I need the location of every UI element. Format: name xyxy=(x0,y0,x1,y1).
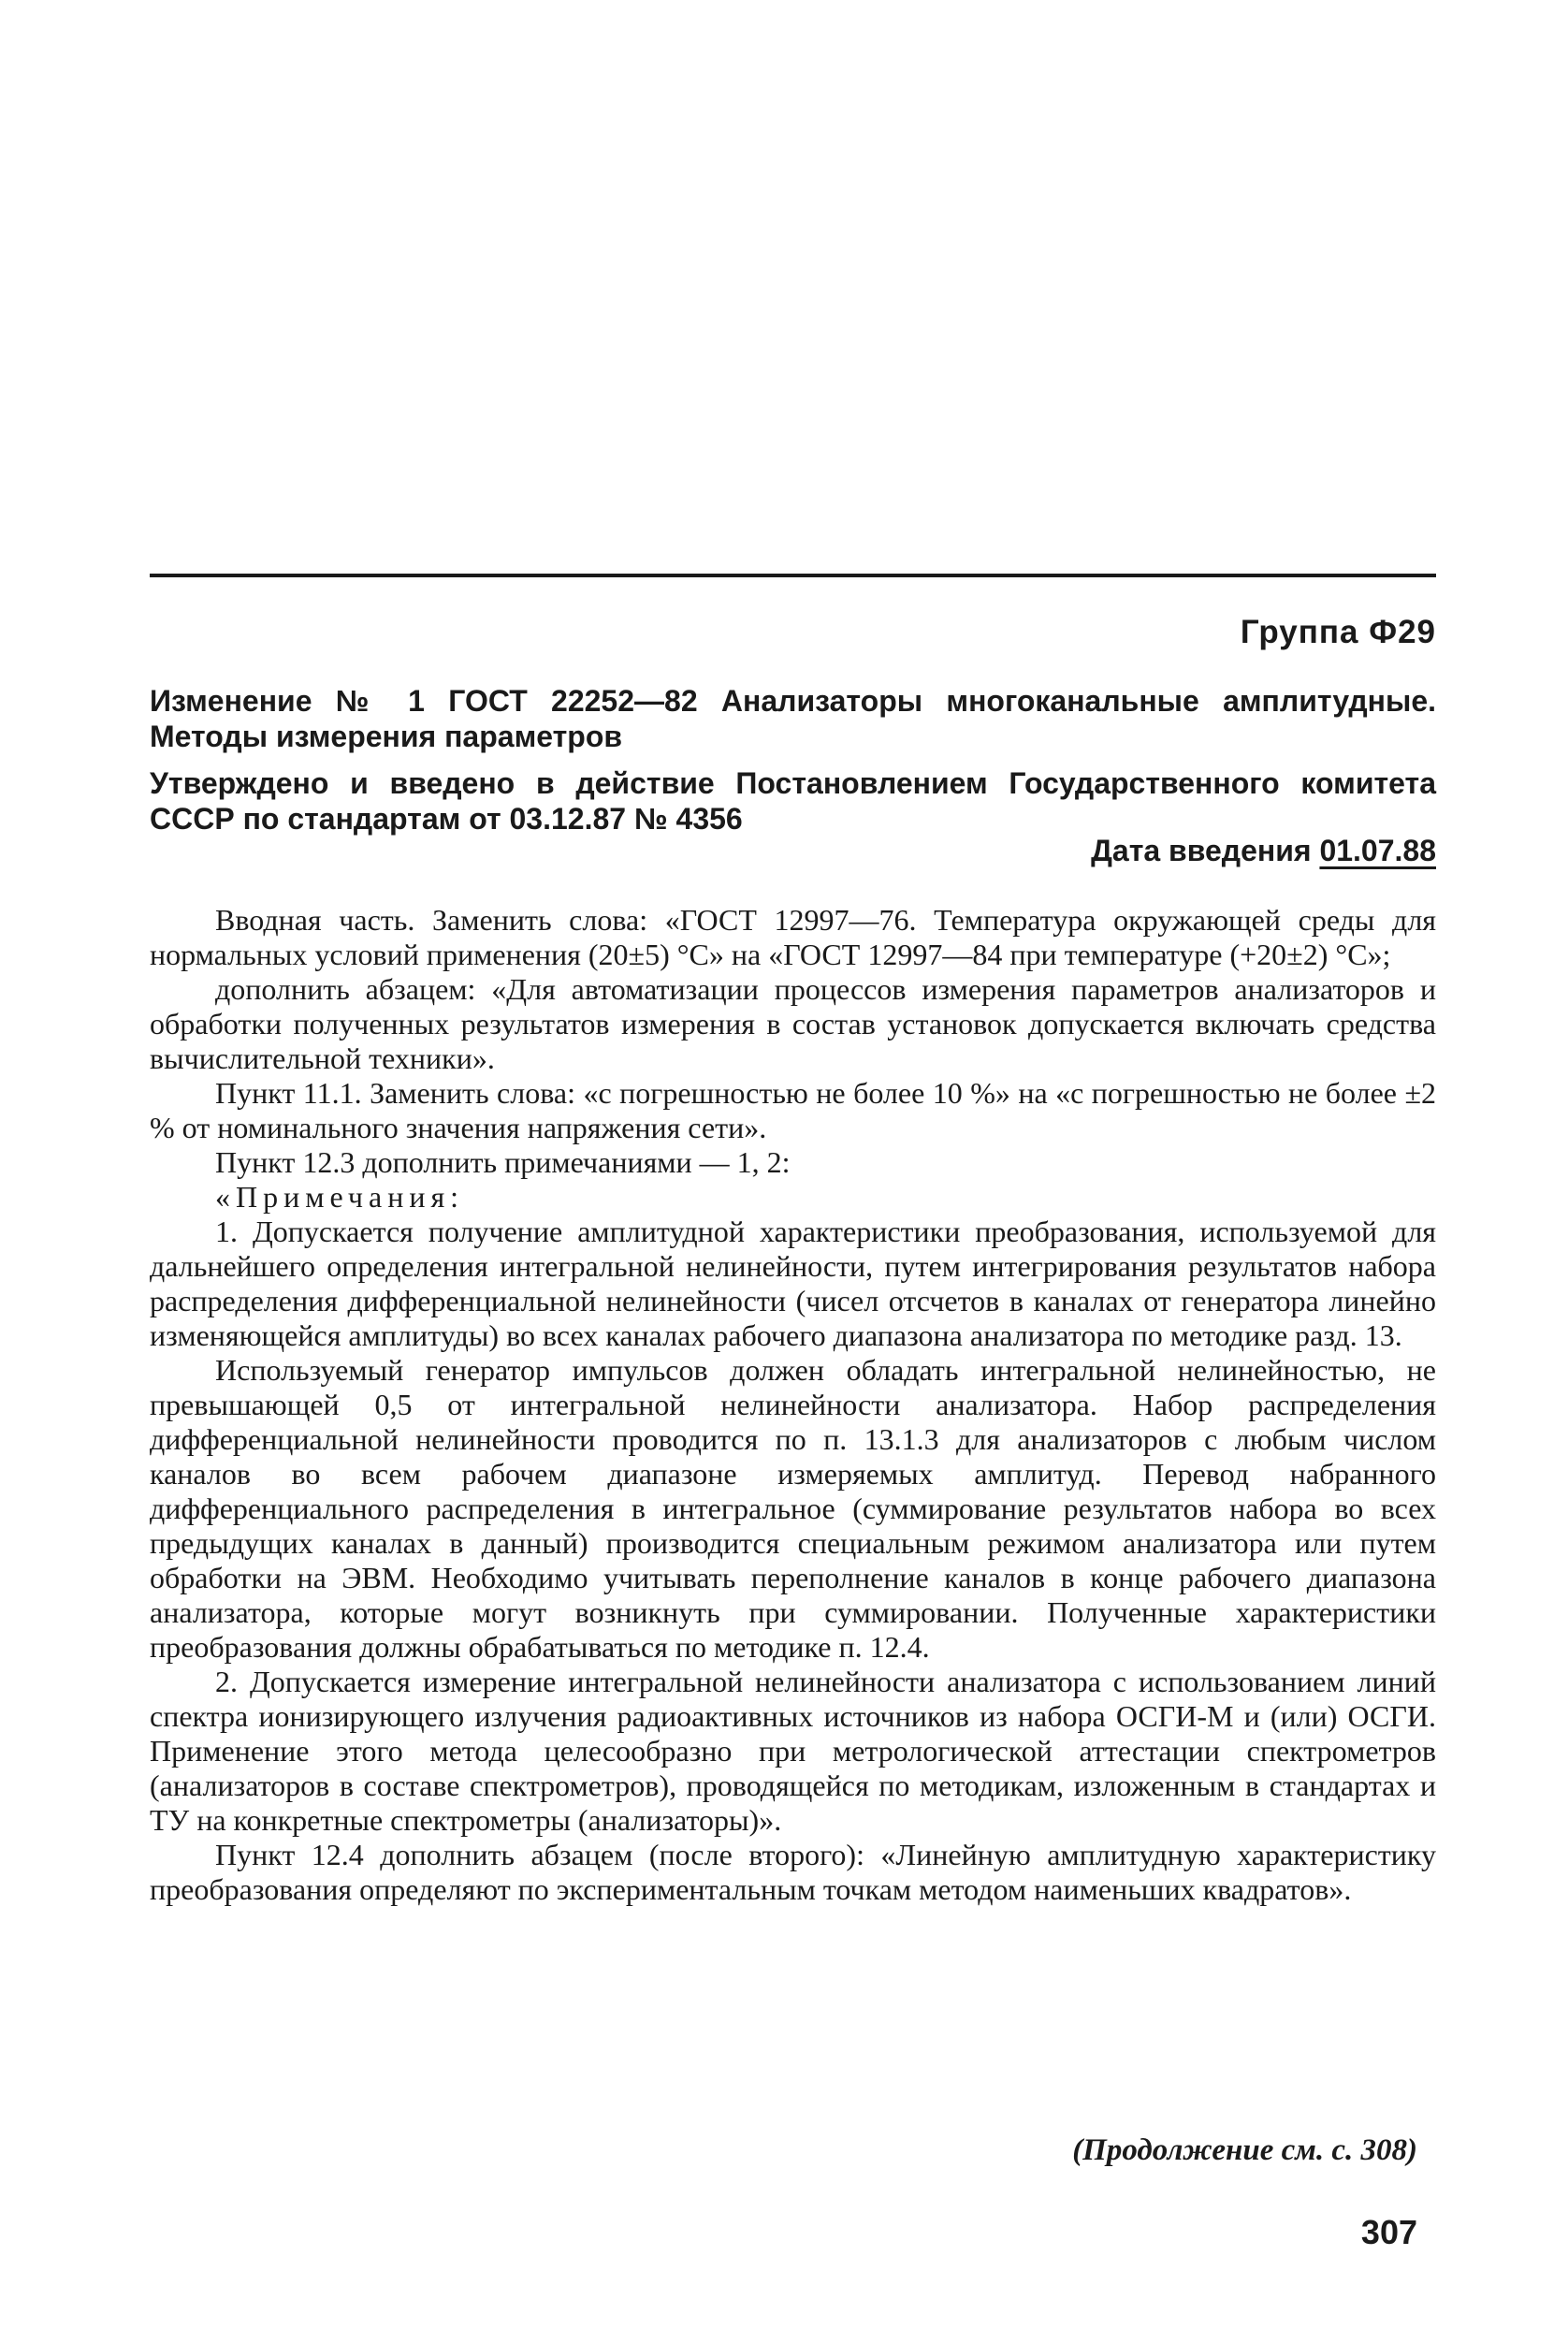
continuation-note: (Продолжение см. с. 308) xyxy=(1072,2133,1417,2167)
group-label: Группа Ф29 xyxy=(1240,614,1436,650)
paragraph-clause-12-4: Пункт 12.4 дополнить абзацем (после второго): «Линейную амплитудную характеристику преобразования определяют по экспериментальным точкам методом наименьших квадратов». xyxy=(150,1838,1436,1906)
note-2: 2. Допускается измерение интегральной нелинейности анализатора с использованием линий спектра ионизирующего излучения радиоактивных источников из набора ОСГИ-М и (или) ОСГИ. Применение этого метода целесообразно при метрологической аттестации спектрометров (анализаторов в составе спектрометров), проводящейся по методикам, изложенным в стандартах и ТУ на конкретные спектрометры (анализаторы)». xyxy=(150,1665,1436,1837)
note-1: 1. Допускается получение амплитудной характеристики преобразования, используемой для дальнейшего определения интегральной нелинейности, путем интегрирования результатов набора распределения дифференциальной нелинейности (чисел отсчетов в каналах от генератора линейно изменяющейся амплитуды) во всех каналах рабочего диапазона анализатора по методике разд. 13. xyxy=(150,1215,1436,1352)
top-rule xyxy=(150,574,1436,577)
intro-date xyxy=(1091,833,1436,868)
approval-statement: Утверждено и введено в действие Постановлением Государственного комитета СССР по стандартам от 03.12.87 № 4356 xyxy=(150,766,1436,836)
paragraph-intro: Вводная часть. Заменить слова: «ГОСТ 12997—76. Температура окружающей среды для нормальных условий применения (20±5) °С» на «ГОСТ 12997—84 при температуре (+20±2) °С»; xyxy=(150,903,1436,971)
intro-date-label: Дата введения xyxy=(1091,834,1320,867)
notes-heading: «Примечания: xyxy=(215,1180,465,1214)
paragraph-clause-12-3: Пункт 12.3 дополнить примечаниями — 1, 2: xyxy=(215,1145,791,1179)
paragraph-addition: дополнить абзацем: «Для автоматизации процессов измерения параметров анализаторов и обработки полученных результатов измерения в состав установок допускается включать средства вычислительной техники». xyxy=(150,972,1436,1075)
note-1-generator: Используемый генератор импульсов должен обладать интегральной нелинейностью, не превышающей 0,5 от интегральной нелинейности анализатора. Набор распределения дифференциальной нелинейности проводится по п. 13.1.3 для анализаторов с любым числом каналов во всем рабочем диапазоне измеряемых амплитуд. Перевод набранного дифференциального распределения в интегральное (суммирование результатов набора во всех предыдущих каналах в данный) производится специальным режимом анализатора или путем обработки на ЭВМ. Необходимо учитывать переполнение каналов в конце рабочего диапазона анализатора, которые могут возникнуть при суммировании. Полученные характеристики преобразования должны обрабатываться по методике п. 12.4. xyxy=(150,1353,1436,1664)
paragraph-clause-11-1: Пункт 11.1. Заменить слова: «с погрешностью не более 10 %» на «с погрешностью не более ±2 % от номинального значения напряжения сети». xyxy=(150,1076,1436,1144)
page-number: 307 xyxy=(1360,2213,1417,2251)
document-page xyxy=(150,0,1436,2343)
body-text xyxy=(150,903,1436,1907)
intro-date-value: 01.07.88 xyxy=(1319,834,1436,867)
change-title: Изменение № 1 ГОСТ 22252—82 Анализаторы многоканальные амплитудные. Методы измерения параметров xyxy=(150,684,1436,753)
